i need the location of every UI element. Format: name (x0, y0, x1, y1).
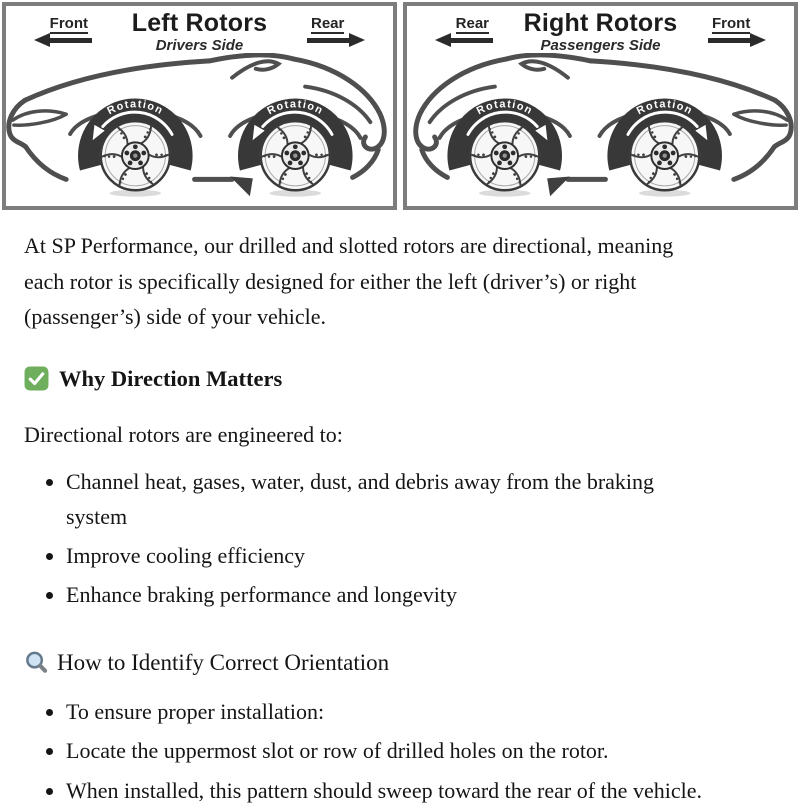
right-arrow-icon (708, 33, 766, 47)
list-item: • Enhance braking performance and longevity (66, 577, 716, 612)
heading-text: Why Direction Matters (59, 365, 283, 391)
right-car-illustration (407, 53, 794, 210)
magnifying-glass-icon (24, 650, 49, 675)
left-panel-title: Left Rotors (131, 9, 268, 37)
front-direction-indicator (14, 11, 92, 47)
lead-paragraph: Directional rotors are engineered to: (24, 421, 343, 447)
heading-text: How to Identify Correct Orientation (57, 649, 390, 675)
identify-orientation-heading (24, 649, 716, 677)
intro-paragraph: At SP Performance, our drilled and slotted rotors are directional, meaning each rotor is specifically designed for either the left (driver’s) or right (passenger’s) side of your vehicle. (24, 233, 674, 330)
benefits-list (24, 464, 716, 613)
rear-rotation-label: Rotation (265, 98, 326, 118)
rear-label: Rear (311, 15, 345, 32)
front-direction-indicator (708, 11, 786, 47)
why-direction-matters-heading (24, 365, 716, 392)
rotor-direction-diagram (0, 0, 800, 210)
left-panel-header (6, 6, 393, 53)
list-item: • When installed, this pattern should sweep toward the rear of the vehicle. (66, 773, 716, 808)
right-panel-header (407, 6, 794, 53)
left-arrow-icon (34, 33, 92, 47)
front-rotation-label: Rotation (634, 98, 695, 118)
left-arrow-icon (435, 33, 493, 47)
front-label: Front (49, 15, 88, 32)
installation-list (24, 694, 716, 808)
check-mark-icon (24, 366, 49, 391)
rear-label: Rear (455, 15, 489, 32)
right-panel-titles (493, 11, 708, 53)
front-label: Front (712, 15, 751, 32)
list-item: • To ensure proper installation: (66, 694, 716, 729)
left-rotors-panel (2, 2, 397, 210)
right-panel-title: Right Rotors (523, 9, 678, 37)
article-body (0, 210, 800, 808)
list-item: • Locate the uppermost slot or row of drilled holes on the rotor. (66, 733, 716, 768)
rear-rotation-label: Rotation (474, 98, 535, 118)
right-panel-subtitle: Passengers Side (540, 37, 661, 54)
left-panel-subtitle: Drivers Side (155, 37, 244, 54)
left-panel-titles (92, 11, 307, 53)
list-item: • Channel heat, gases, water, dust, and debris away from the braking system (66, 464, 716, 534)
rear-direction-indicator (415, 11, 493, 47)
left-car-illustration (6, 53, 393, 210)
list-item: • Improve cooling efficiency (66, 538, 716, 573)
rear-direction-indicator (307, 11, 385, 47)
right-arrow-icon (307, 33, 365, 47)
right-rotors-panel (403, 2, 798, 210)
front-rotation-label: Rotation (105, 98, 166, 118)
